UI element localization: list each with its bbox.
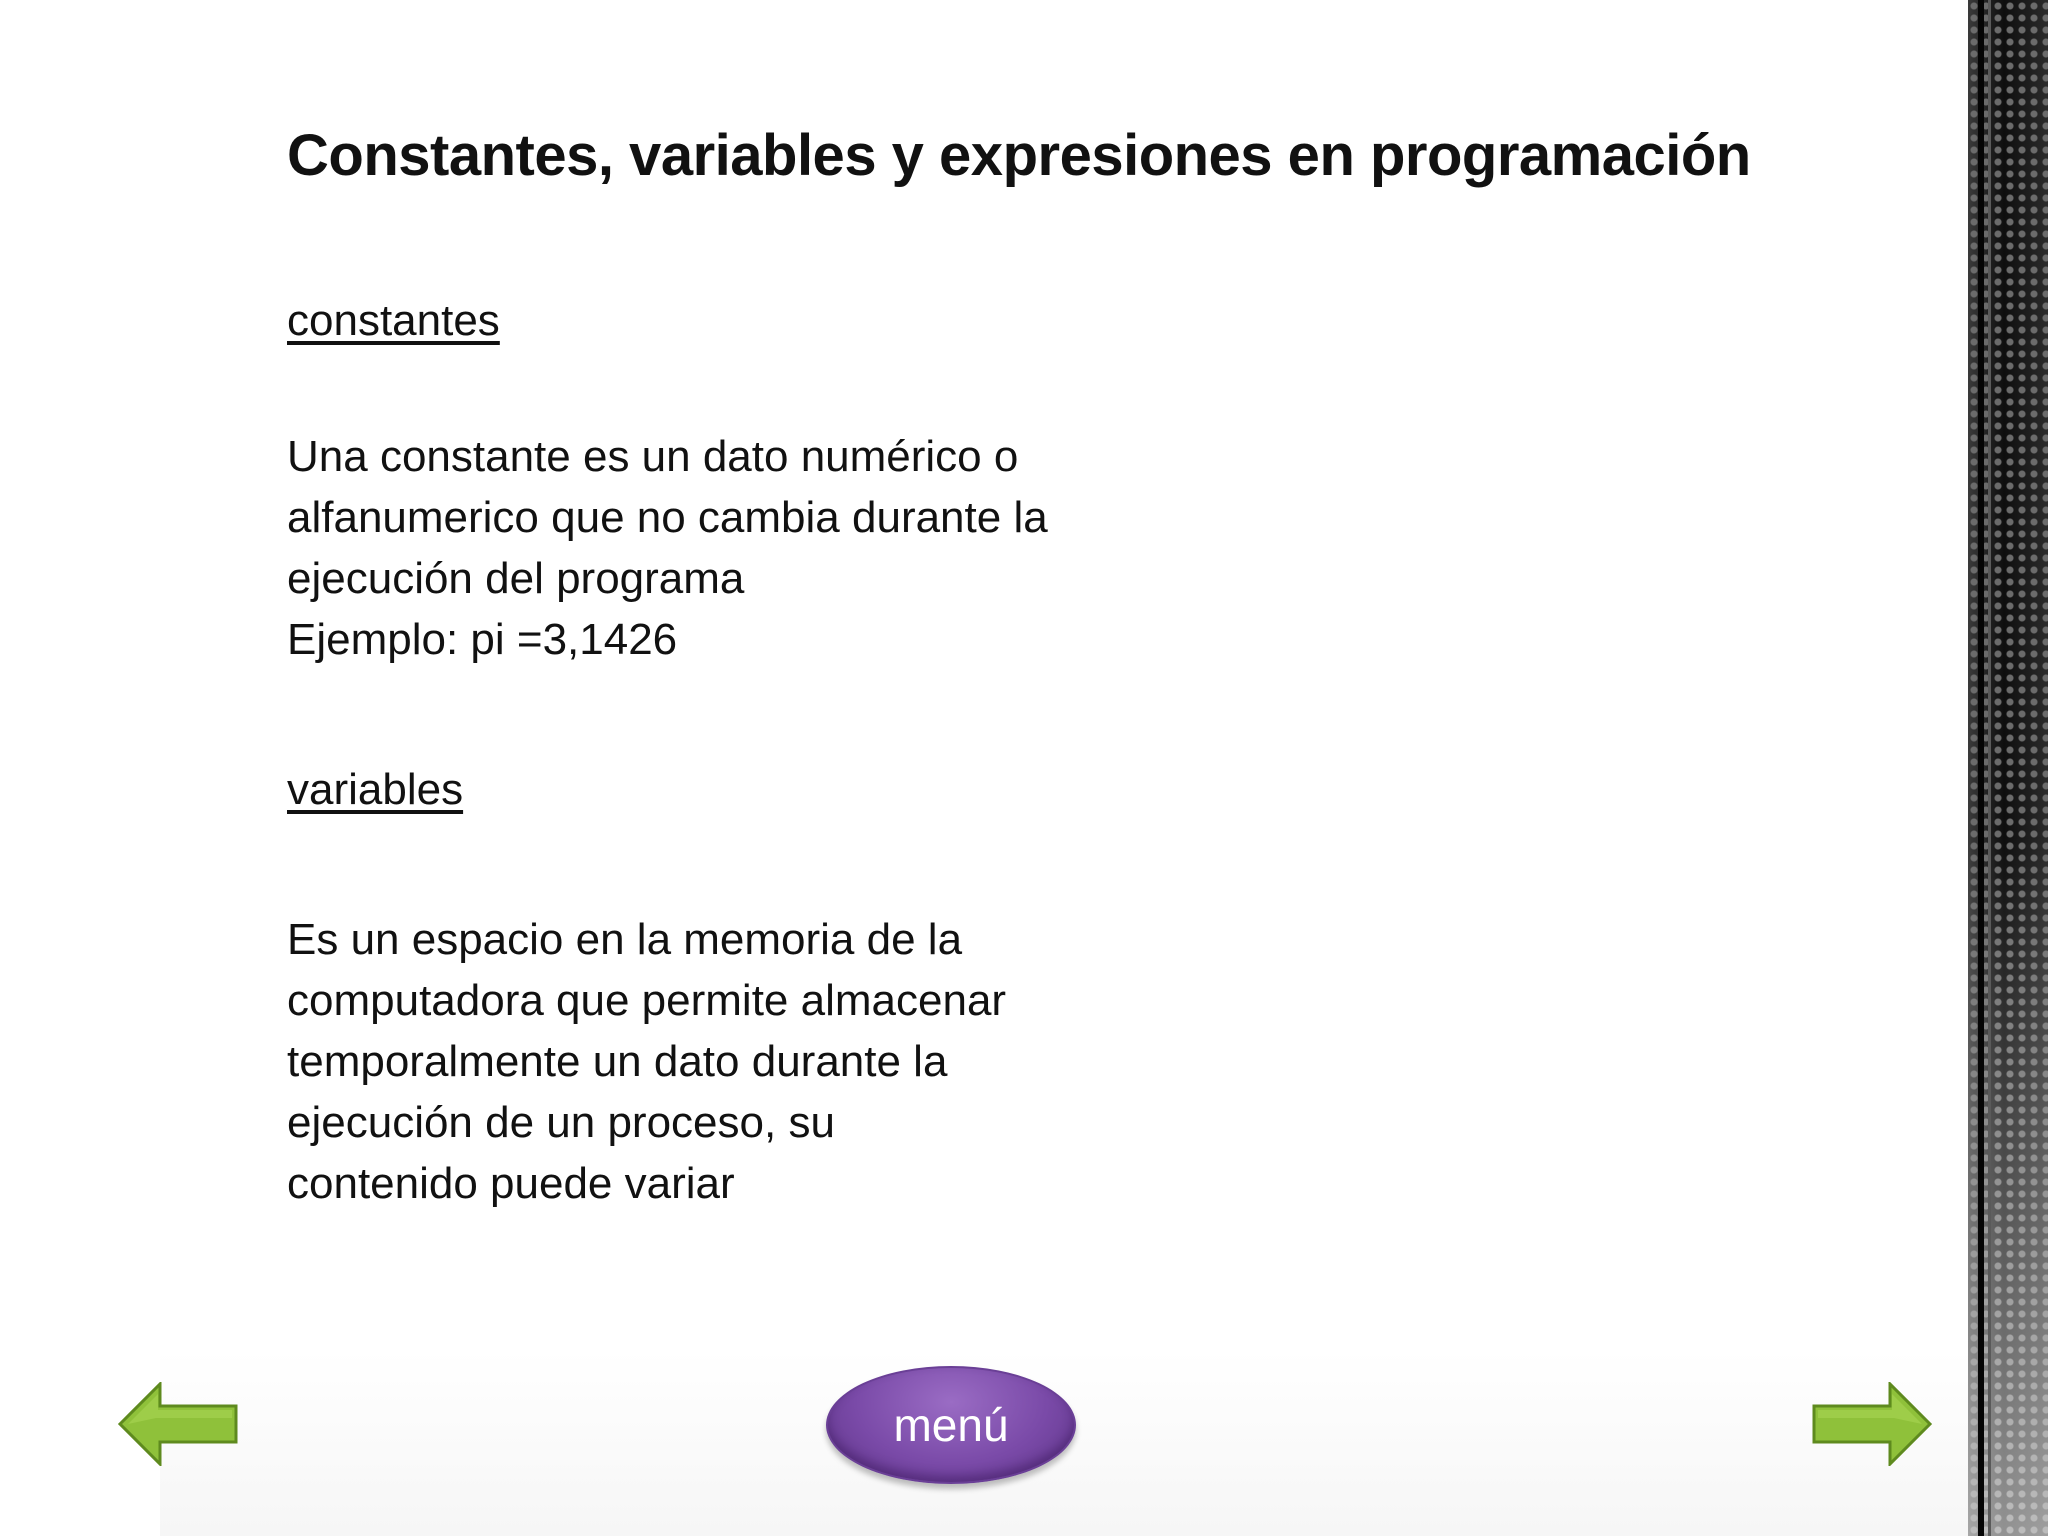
arrow-left-icon (118, 1382, 238, 1466)
next-slide-button[interactable] (1812, 1382, 1932, 1466)
menu-button[interactable] (826, 1366, 1076, 1484)
body-line: Una constante es un dato numérico o (287, 432, 1019, 481)
page-title: Constantes, variables y expresiones en programación (287, 123, 1751, 188)
section-heading-constantes: constantes (287, 296, 500, 345)
decorative-line (1978, 0, 1984, 1536)
body-line: ejecución del programa (287, 554, 745, 603)
body-line: ejecución de un proceso, su (287, 1098, 835, 1147)
body-line: alfanumerico que no cambia durante la (287, 493, 1048, 542)
body-line: Es un espacio en la memoria de la (287, 915, 963, 964)
section-heading-variables: variables (287, 765, 464, 814)
decorative-line (1988, 0, 1991, 1536)
body-line: Ejemplo: pi =3,1426 (287, 615, 678, 664)
body-line: temporalmente un dato durante la (287, 1037, 948, 1086)
menu-button-label: menú (893, 1399, 1009, 1451)
arrow-right-icon (1812, 1382, 1932, 1466)
body-line: contenido puede variar (287, 1159, 735, 1208)
section-body-variables (287, 909, 1187, 1214)
previous-slide-button[interactable] (118, 1382, 238, 1466)
section-body-constantes (287, 426, 1187, 670)
body-line: computadora que permite almacenar (287, 976, 1007, 1025)
